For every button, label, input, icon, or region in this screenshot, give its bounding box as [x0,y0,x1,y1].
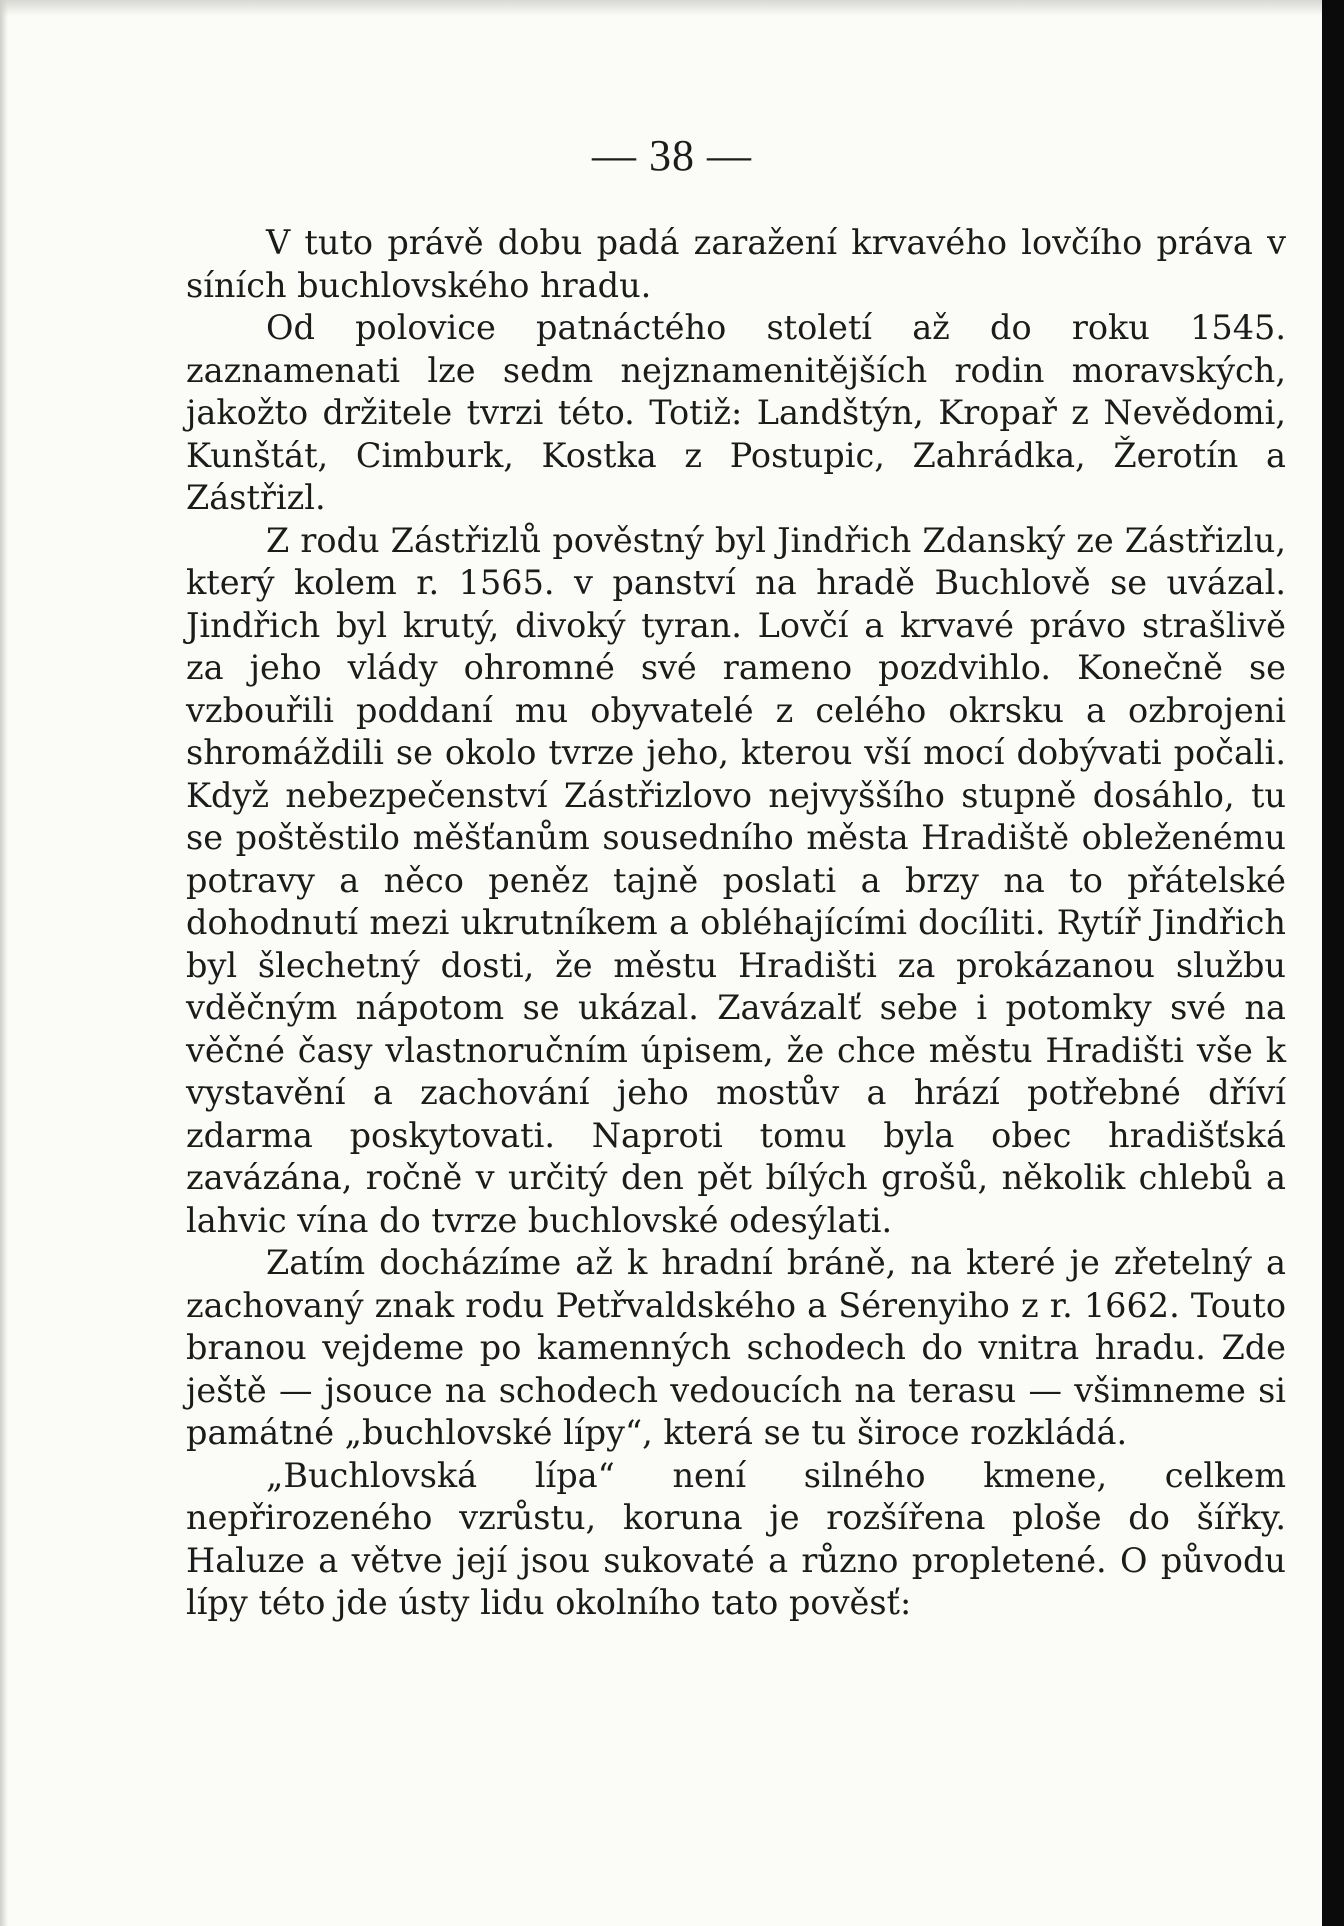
paragraph-4: Zatím docházíme až k hradní bráně, na které je zřetelný a zachovaný znak rodu Petřvaldského a Sérenyiho z r. 1662. Touto branou vejdeme po kamenných schodech do vnitra hradu. Zde ještě — jsouce na schodech vedoucích na terasu — všimneme si památné „buchlovské lípy“, která se tu široce rozkládá. [186,1243,1286,1452]
body-text [186,222,1286,1625]
paragraph-3: Z rodu Zástřizlů pověstný byl Jindřich Zdanský ze Zástřizlu, který kolem r. 1565. v panství na hradě Buchlově se uvázal. Jindřich byl krutý, divoký tyran. Lovčí a krvavé právo strašlivě za jeho vlády ohromné své rameno pozdvihlo. Konečně se vzbouřili poddaní mu obyvatelé z celého okrsku a ozbrojeni shromáždili se okolo tvrze jeho, kterou vší mocí dobývati počali. Když nebezpečenství Zástřizlovo nejvyššího stupně dosáhlo, tu se poštěstilo měšťanům sousedního města Hradiště obleženému potravy a něco peněz tajně poslati a brzy na to přátelské dohodnutí mezi ukrutníkem a obléhajícími docíliti. Rytíř Jindřich byl šlechetný dosti, že městu Hradišti za prokázanou službu vděčným nápotom se ukázal. Zavázalť sebe i potomky své na věčné časy vlastnoručním úpisem, že chce městu Hradišti vše k vystavění a zachování jeho mostův a hrází potřebné dříví zdarma poskytovati. Naproti tomu byla obec hradišťská zavázána, ročně v určitý den pět bílých grošů, několik chlebů a lahvic vína do tvrze buchlovské odesýlati. [186,520,1286,1240]
page-right-edge [1322,0,1344,1926]
page-top-edge [0,0,1322,16]
paragraph-1: V tuto právě dobu padá zaražení krvavého lovčího práva v síních buchlovského hradu. [186,223,1286,305]
paragraph-5: „Buchlovská lípa“ není silného kmene, celkem nepřirozeného vzrůstu, koruna je rozšířena ploše do šířky. Haluze a větve její jsou sukovaté a různo propletené. O původu lípy této jde ústy lidu okolního tato pověsť: [186,1455,1286,1622]
paragraph-2: Od polovice patnáctého století až do roku 1545. zaznamenati lze sedm nejznamenitějších rodin moravských, jakožto držitele tvrzi této. Totiž: Landštýn, Kropař z Nevědomi, Kunštát, Cimburk, Kostka z Postupic, Zahrádka, Žerotín a Zástřizl. [186,308,1286,517]
page-left-edge [0,0,8,1926]
page-number: — 38 — [592,131,752,180]
